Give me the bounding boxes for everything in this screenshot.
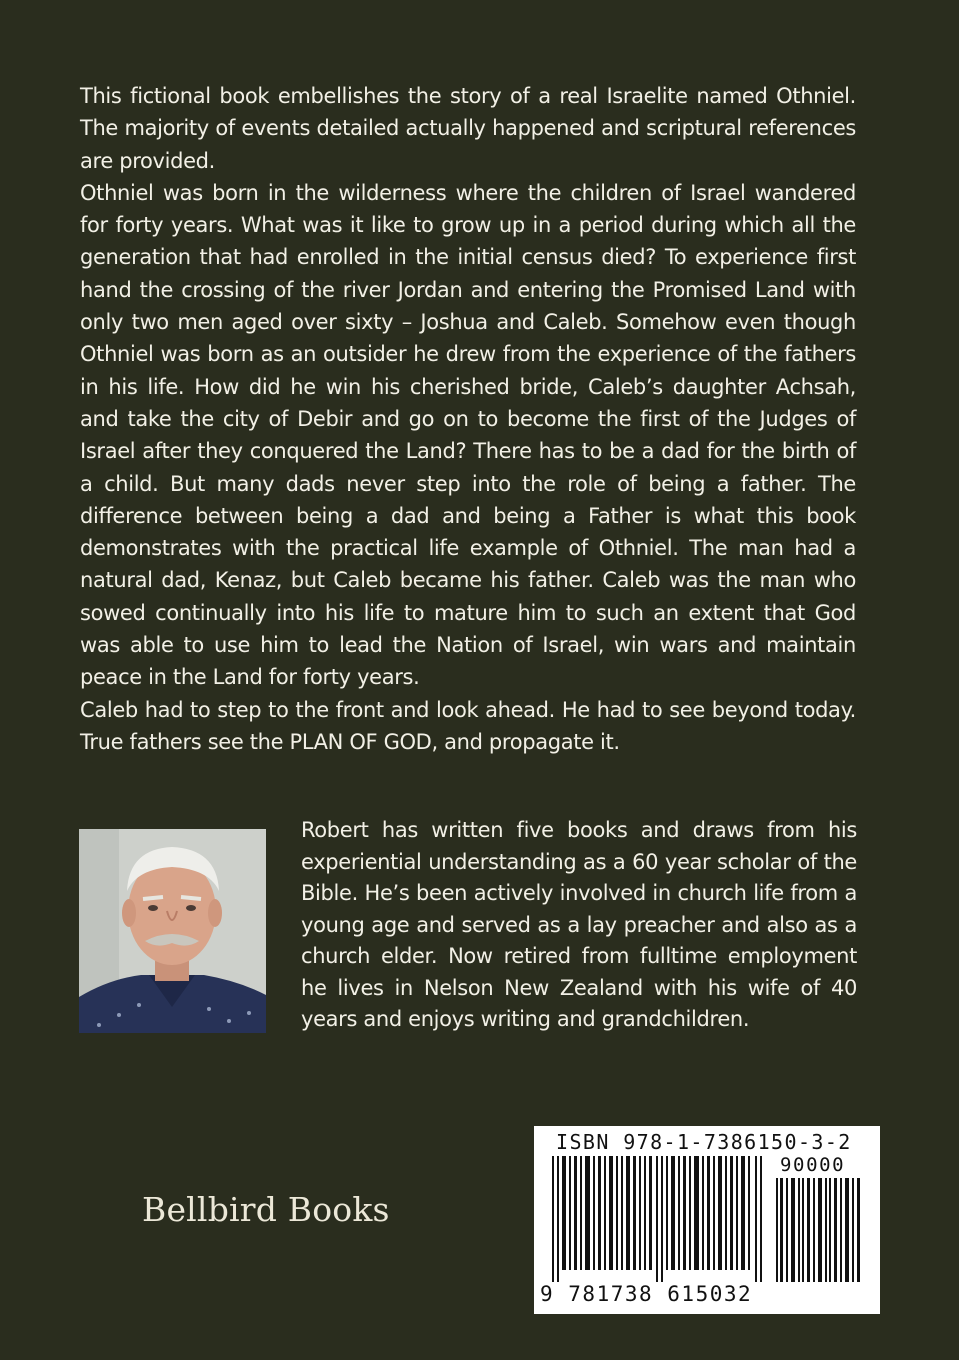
blurb-paragraph: Caleb had to step to the front and look ahead. He had to see beyond today. True fathers see the PLAN OF GOD, and propagate it. [80,697,856,754]
isbn-barcode [534,1126,880,1314]
blurb-paragraph: Othniel was born in the wilderness where the children of Israel wandered for forty years. What was it like to grow up in a period during which all the generation that had enrolled in the initial census died? To experience first hand the crossing of the river Jordan and entering the Promised Land with only two men aged over sixty – Joshua and Caleb. Somehow even though Othniel was born as an outsider he drew from the experience of the fathers in his life. How did he win his cherished bride, Caleb’s daughter Achsah, and take the city of Debir and go on to become the first of the Judges of Israel after they conquered the Land? There has to be a dad for the birth of a child. But many dads never step into the role of being a father. The difference between being a dad and being a Father is what this book demonstrates with the practical life example of Othniel. The man had a natural dad, Kenaz, but Caleb became his father. Caleb was the man who sowed continually into his life to mature him to such an extent that God was able to use him to lead the Nation of Israel, win wars and maintain peace in the Land for forty years. [80,180,856,690]
addon-digits: 90000 [780,1154,846,1176]
isbn-label: ISBN 978-1-7386150-3-2 [556,1130,852,1154]
ean-digits: 9 781738 615032 [540,1282,753,1306]
author-photo [79,829,266,1033]
barcode-bars [552,1156,766,1282]
blurb-paragraph: This fictional book embellishes the story of a real Israelite named Othniel. The majority of events detailed actually happened and scriptural references are provided. [80,84,856,173]
back-cover-blurb [80,80,856,758]
author-bio: Robert has written five books and draws from his experiential understanding as a 60 year scholar of the Bible. He’s been actively involved in church life from a young age and served as a lay preacher and also as a church elder. Now retired from fulltime employment he lives in Nelson New Zealand with his wife of 40 years and enjoys writing and grandchildren. [301,818,857,1031]
publisher-name: Bellbird Books [142,1190,390,1229]
